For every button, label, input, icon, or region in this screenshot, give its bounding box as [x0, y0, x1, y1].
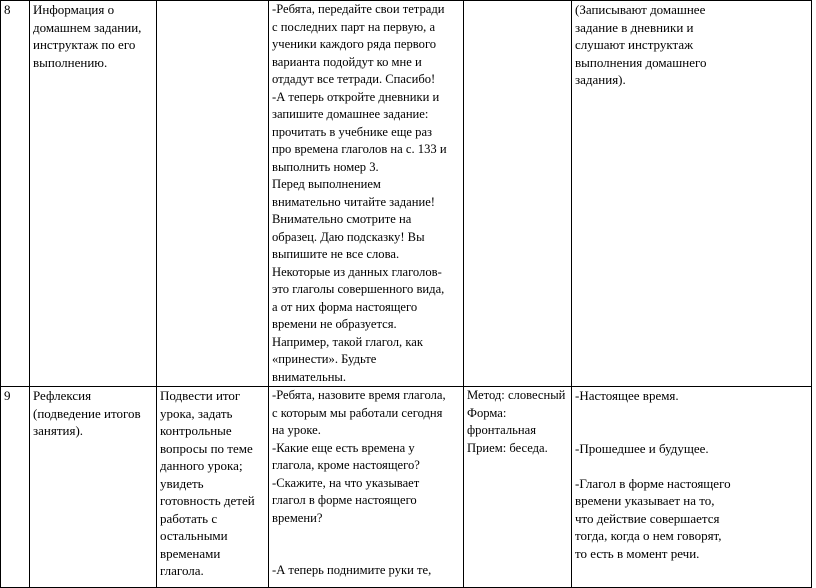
- row-number-cell: [1, 1, 30, 387]
- stage-text: Информация о домашнем задании, инструктаж по его выполнению.: [33, 2, 142, 70]
- student-activity-text: -Настоящее время. -Прошедшее и будущее. -Глагол в форме настоящего времени указывает на то, что действие совершается тогда, когда о нем говорят, то есть в момент речи.: [575, 388, 731, 561]
- teacher-activity-cell: [269, 387, 464, 588]
- method-cell: [464, 1, 572, 387]
- teacher-activity-cell: [269, 1, 464, 387]
- method-cell: [464, 387, 572, 588]
- row-number: 9: [4, 388, 11, 403]
- stage-text: Рефлексия (подведение итогов занятия).: [33, 388, 141, 438]
- goal-text: Подвести итог урока, задать контрольные вопросы по теме данного урока; увидеть готовность детей работать с остальными временами глагола.: [160, 388, 255, 578]
- student-activity-text: (Записывают домашнее задание в дневники и слушают инструктаж выполнения домашнего задания).: [575, 2, 707, 87]
- row-number: 8: [4, 2, 11, 17]
- stage-cell: [30, 1, 157, 387]
- goal-cell: [157, 387, 269, 588]
- student-activity-cell: [572, 1, 812, 387]
- teacher-activity-text: -Ребята, назовите время глагола, с которым мы работали сегодня на уроке. -Какие еще есть времена у глагола, кроме настоящего? -Скажите, на что указывает глагол в форме настоящего времени? -А теперь поднимите руки те,: [272, 388, 446, 577]
- row-number-cell: [1, 387, 30, 588]
- student-activity-cell: [572, 387, 812, 588]
- method-text: Метод: словесный Форма: фронтальная Прием: беседа.: [467, 388, 566, 455]
- table-row: [1, 1, 812, 387]
- teacher-activity-text: -Ребята, передайте свои тетради с последних парт на первую, а ученики каждого ряда первого варианта подойдут ко мне и отдадут все тетради. Спасибо! -А теперь откройте дневники и запишите домашнее задание: прочитать в учебнике еще раз про времена глаголов на с. 133 и выполнить номер 3. Перед выполнением внимательно читайте задание! Внимательно смотрите на образец. Даю подсказку! Вы выпишите не все слова. Некоторые из данных глаголов- это глаголы совершенного вида, а от них форма настоящего времени не образуется. Например, такой глагол, как «принести». Будьте внимательны.: [272, 2, 447, 384]
- stage-cell: [30, 387, 157, 588]
- table-row: [1, 387, 812, 588]
- goal-cell: [157, 1, 269, 387]
